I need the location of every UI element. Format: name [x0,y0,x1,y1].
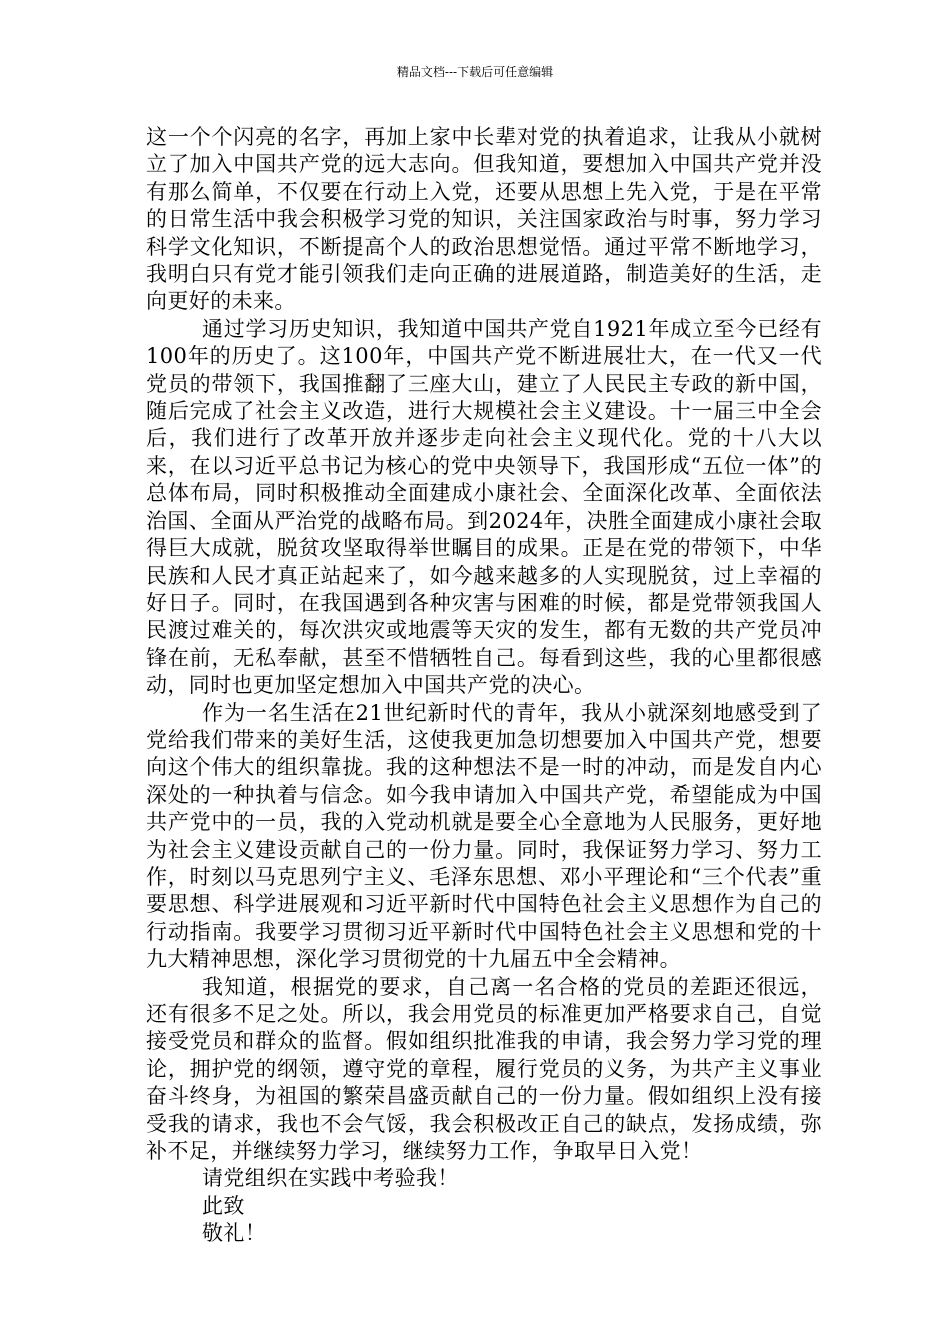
closing-salutation: 此致 [202,1193,245,1218]
body-paragraph-4: 我知道，根据党的要求，自己离一名合格的党员的差距还很远，还有很多不足之处。所以，我会用党员的标准更加严格要求自己，自觉接受党员和群众的监督。假如组织批准我的申请，我会努力学习党的理论，拥护党的纲领，遵守党的章程，履行党员的义务，为共产主义事业奋斗终身，为祖国的繁荣昌盛贡献自己的一份力量。假如组织上没有接受我的请求，我也不会气馁，我会积极改正自己的缺点，发扬成绩，弥补不足，并继续努力学习，继续努力工作，争取早日入党！ [146,974,822,1164]
page-header: 精品文档---下载后可任意编辑 [396,65,554,79]
closing-regards: 敬礼！ [202,1221,267,1246]
body-paragraph-2: 通过学习历史知识，我知道中国共产党自1921年成立至今已经有100年的历史了。这100年，中国共产党不断进展壮大，在一代又一代党员的带领下，我国推翻了三座大山，建立了人民民主专政的新中国，随后完成了社会主义改造，进行大规模社会主义建设。十一届三中全会后，我们进行了改革开放并逐步走向社会主义现代化。党的十八大以来，在以习近平总书记为核心的党中央领导下，我国形成“五位一体”的总体布局，同时积极推动全面建成小康社会、全面深化改革、全面依法治国、全面从严治党的战略布局。到2024年，决胜全面建成小康社会取得巨大成就，脱贫攻坚取得举世瞩目的成果。正是在党的带领下，中华民族和人民才真正站起来了，如今越来越多的人实现脱贫，过上幸福的好日子。同时，在我国遇到各种灾害与困难的时候，都是党带领我国人民渡过难关的，每次洪灾或地震等天灾的发生，都有无数的共产党员冲锋在前，无私奉献，甚至不惜牺牲自己。每看到这些，我的心里都很感动，同时也更加坚定想加入中国共产党的决心。 [146,316,822,698]
closing-request: 请党组织在实践中考验我！ [202,1166,459,1191]
body-paragraph-3: 作为一名生活在21世纪新时代的青年，我从小就深刻地感受到了党给我们带来的美好生活，这使我更加急切想要加入中国共产党，想要向这个伟大的组织靠拢。我的这种想法不是一时的冲动，而是发自内心深处的一种执着与信念。如今我申请加入中国共产党，希望能成为中国共产党中的一员，我的入党动机就是要全心全意地为人民服务，更好地为社会主义建设贡献自己的一份力量。同时，我保证努力学习、努力工作，时刻以马克思列宁主义、毛泽东思想、邓小平理论和“三个代表”重要思想、科学进展观和习近平新时代中国特色社会主义思想作为自己的行动指南。我要学习贯彻习近平新时代中国特色社会主义思想和党的十九大精神思想，深化学习贯彻党的十九届五中全会精神。 [146,700,822,972]
letter-body [146,124,822,1248]
body-paragraph-1: 这一个个闪亮的名字，再加上家中长辈对党的执着追求，让我从小就树立了加入中国共产党的远大志向。但我知道，要想加入中国共产党并没有那么简单，不仅要在行动上入党，还要从思想上先入党，于是在平常的日常生活中我会积极学习党的知识，关注国家政治与时事，努力学习科学文化知识，不断提高个人的政治思想觉悟。通过平常不断地学习，我明白只有党才能引领我们走向正确的进展道路，制造美好的生活，走向更好的未来。 [146,125,822,314]
